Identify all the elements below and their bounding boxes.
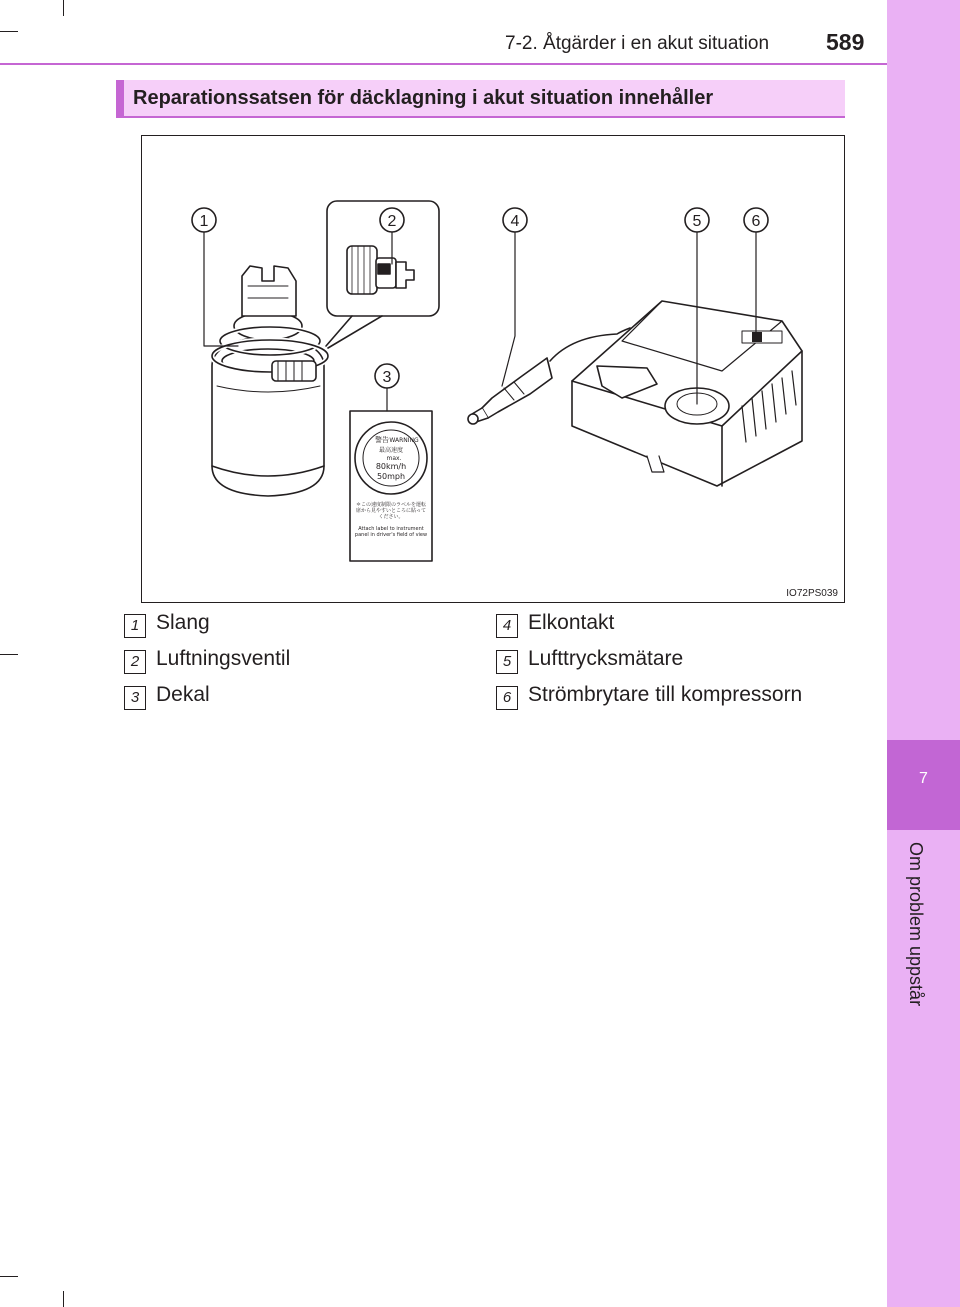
callout-5: 5 — [692, 213, 702, 230]
heading-accent-bar — [116, 80, 124, 116]
callout-2: 2 — [387, 213, 397, 230]
legend-label: Slang — [156, 611, 210, 634]
compressor-unit — [572, 301, 802, 486]
callout-4: 4 — [510, 213, 520, 230]
sticker-instruction-jp: ＊この速度制限のラベルを運転席から見やすいところに貼ってください。 — [355, 502, 426, 520]
legend-label: Strömbrytare till kompressorn — [528, 683, 803, 706]
crop-mark — [63, 0, 64, 16]
sticker-max-label: max. — [386, 455, 402, 462]
sticker-warning-jp: 警告 — [375, 436, 389, 444]
sticker-instruction-en: Attach label to instrument panel in driver's field of view — [354, 526, 428, 538]
legend-number: 2 — [124, 650, 146, 674]
legend-label: Dekal — [156, 683, 210, 706]
legend-number: 6 — [496, 686, 518, 710]
sticker-speed-kmh: 80km/h — [375, 462, 407, 471]
sticker-max-speed-jp: 最高速度 — [378, 447, 404, 454]
section-heading-text: Reparationssatsen för däcklagning i akut situation innehåller — [133, 87, 714, 109]
crop-mark — [0, 654, 18, 655]
sticker-speed-mph: 50mph — [376, 472, 406, 481]
page-number: 589 — [826, 29, 865, 55]
callout-3: 3 — [382, 369, 392, 386]
legend-label: Lufttrycksmätare — [528, 647, 684, 670]
callout-6: 6 — [751, 213, 761, 230]
chapter-title: Om problem uppstår — [906, 842, 926, 1007]
sealant-bottle — [212, 266, 328, 496]
header-rule — [0, 63, 887, 65]
section-heading — [116, 80, 845, 118]
legend-number: 5 — [496, 650, 518, 674]
speed-label-sticker — [350, 411, 432, 561]
sticker-warning-en: WARNING — [389, 437, 419, 444]
crop-mark — [0, 31, 18, 32]
callout-1: 1 — [199, 213, 209, 230]
legend-number: 3 — [124, 686, 146, 710]
crop-mark — [0, 1276, 18, 1277]
running-header: 7-2. Åtgärder i en akut situation — [505, 33, 770, 54]
side-tab-band — [887, 0, 960, 1307]
legend-number: 1 — [124, 614, 146, 638]
chapter-number: 7 — [919, 770, 928, 787]
legend-label: Elkontakt — [528, 611, 615, 634]
repair-kit-illustration — [141, 135, 845, 603]
legend-label: Luftningsventil — [156, 647, 291, 670]
legend-number: 4 — [496, 614, 518, 638]
figure-code: IO72PS039 — [786, 588, 838, 599]
crop-mark — [63, 1291, 64, 1307]
repair-kit-drawing — [142, 136, 846, 604]
